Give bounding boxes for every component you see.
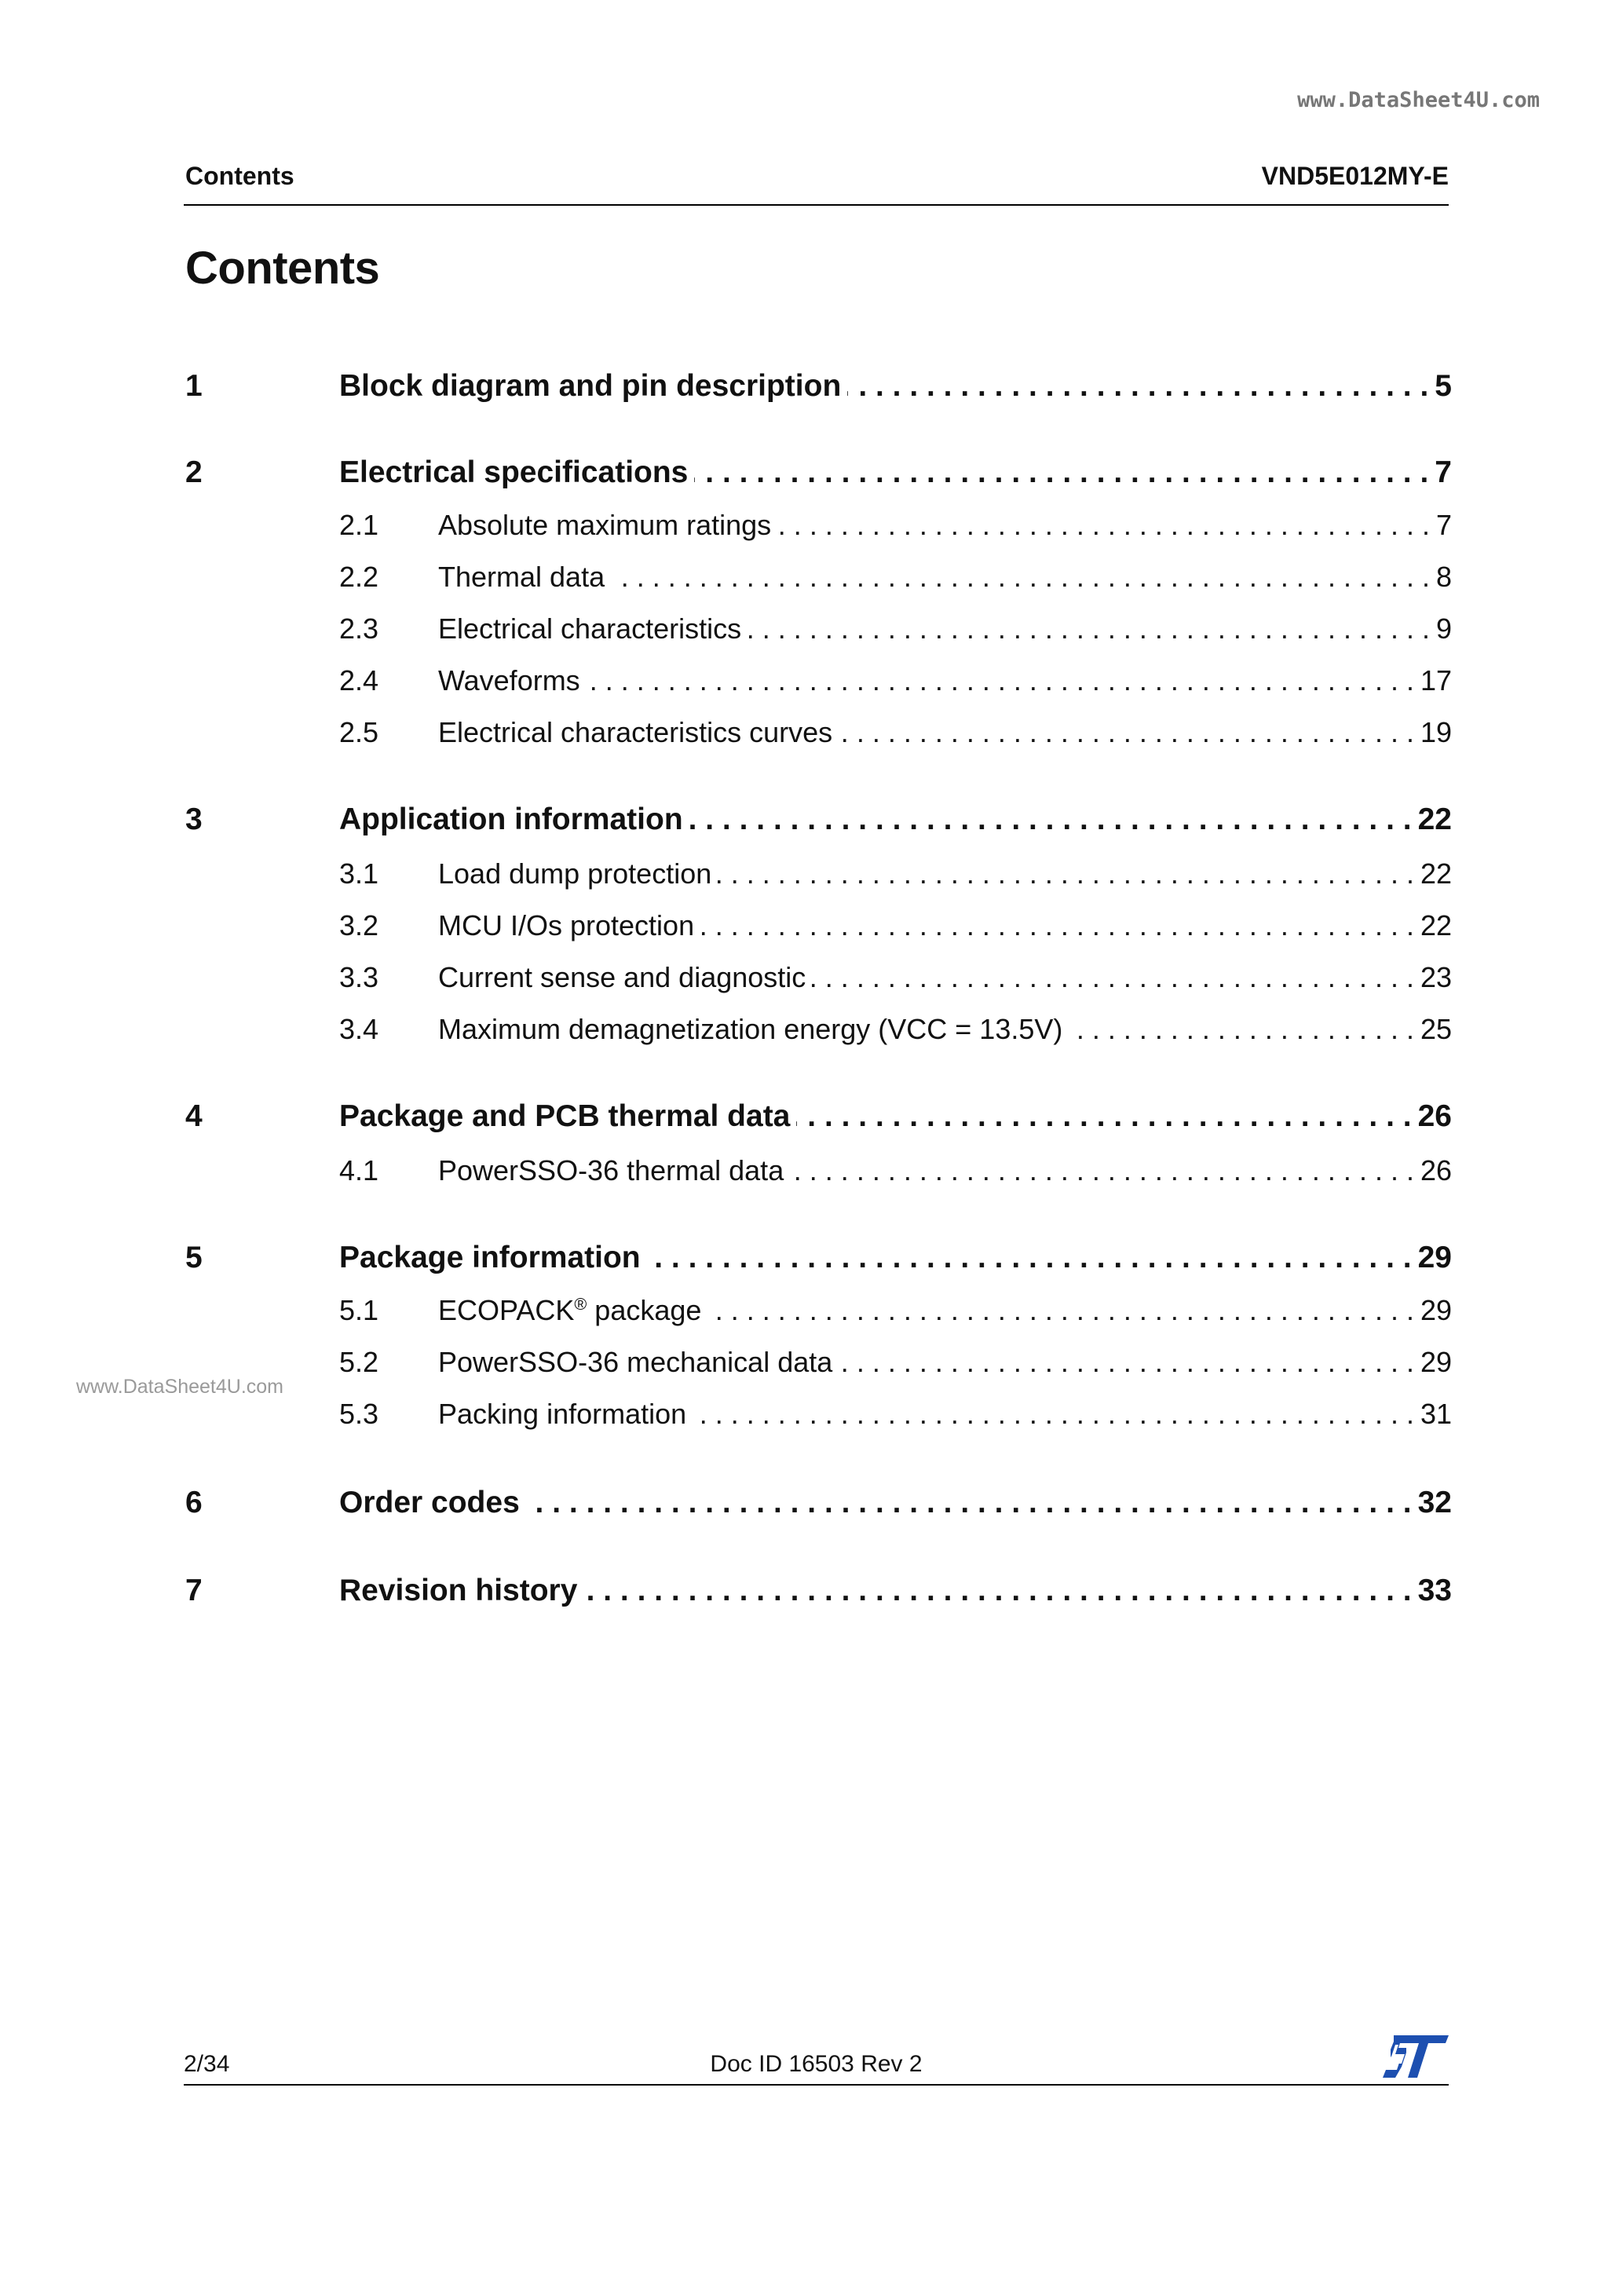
toc-leader xyxy=(689,803,1412,837)
toc-label: Current sense and diagnostic xyxy=(438,961,806,993)
toc-label-suffix: package xyxy=(587,1294,702,1326)
toc-leader xyxy=(583,1574,1411,1608)
toc-number: 5.3 xyxy=(339,1398,379,1430)
toc-page: 29 xyxy=(1417,1241,1452,1274)
toc-label: Absolute maximum ratings xyxy=(438,509,772,541)
toc-page: 29 xyxy=(1420,1294,1452,1326)
toc-entry[interactable] xyxy=(184,1154,1452,1198)
st-logo-icon xyxy=(1383,2034,1449,2079)
toc-label xyxy=(438,1294,701,1327)
watermark-top[interactable]: www.DataSheet4U.com xyxy=(1297,88,1540,112)
toc-leader xyxy=(611,561,1430,594)
toc-leader xyxy=(526,1486,1412,1520)
footer-doc-id: Doc ID 16503 Rev 2 xyxy=(710,2051,923,2077)
toc-leader xyxy=(812,961,1414,994)
toc-page: 26 xyxy=(1420,1154,1452,1186)
toc-leader xyxy=(700,909,1414,942)
toc-entry[interactable] xyxy=(184,1486,1452,1530)
toc-number: 3.3 xyxy=(339,961,379,993)
toc-entry[interactable] xyxy=(184,1099,1452,1143)
toc-page: 8 xyxy=(1435,561,1452,593)
toc-number: 2.5 xyxy=(339,716,379,748)
toc-entry[interactable] xyxy=(184,1294,1452,1338)
toc-page: 7 xyxy=(1435,455,1452,489)
toc-label: Load dump protection xyxy=(438,857,712,890)
toc-entry[interactable] xyxy=(184,803,1452,846)
page-footer xyxy=(184,2046,1449,2086)
toc-page: 17 xyxy=(1420,664,1452,696)
toc-page: 22 xyxy=(1420,909,1452,941)
toc-leader xyxy=(707,1294,1414,1327)
toc-label: Package information xyxy=(339,1241,641,1274)
toc-entry[interactable] xyxy=(184,716,1452,760)
toc-leader xyxy=(587,664,1414,697)
toc-number: 5.1 xyxy=(339,1294,379,1326)
toc-label: Waveforms xyxy=(438,664,580,696)
toc-label: MCU I/Os protection xyxy=(438,909,695,941)
toc-leader xyxy=(777,509,1430,542)
toc-number: 2.2 xyxy=(339,561,379,593)
toc-page: 7 xyxy=(1435,509,1452,541)
toc-number: 2.4 xyxy=(339,664,379,696)
toc-leader xyxy=(796,1099,1411,1134)
toc-page: 31 xyxy=(1420,1398,1452,1430)
toc-page: 22 xyxy=(1420,857,1452,890)
header-part-number: VND5E012MY-E xyxy=(1261,162,1449,190)
toc-number: 5.2 xyxy=(339,1346,379,1378)
toc-page: 32 xyxy=(1417,1486,1452,1519)
toc-number: 5 xyxy=(185,1241,203,1274)
toc-page: 23 xyxy=(1420,961,1452,993)
toc-label-text: ECOPACK xyxy=(438,1294,575,1326)
toc-number: 1 xyxy=(185,369,203,403)
header-section-title: Contents xyxy=(185,162,294,190)
toc-entry[interactable] xyxy=(184,509,1452,553)
toc-entry[interactable] xyxy=(184,369,1452,413)
table-of-contents xyxy=(184,0,1452,2296)
toc-entry[interactable] xyxy=(184,909,1452,953)
toc-page: 25 xyxy=(1420,1013,1452,1045)
toc-number: 3.1 xyxy=(339,857,379,890)
toc-leader xyxy=(718,857,1414,890)
toc-page: 26 xyxy=(1417,1099,1452,1133)
toc-label: Electrical characteristics xyxy=(438,612,742,645)
toc-label: Order codes xyxy=(339,1486,520,1519)
toc-number: 4.1 xyxy=(339,1154,379,1186)
toc-page: 5 xyxy=(1435,369,1452,403)
toc-entry[interactable] xyxy=(184,612,1452,656)
toc-leader xyxy=(839,1346,1414,1379)
toc-label: Package and PCB thermal data xyxy=(339,1099,791,1133)
toc-number: 6 xyxy=(185,1486,203,1519)
toc-entry[interactable] xyxy=(184,561,1452,605)
page-title: Contents xyxy=(185,243,380,294)
toc-label: Electrical characteristics curves xyxy=(438,716,833,748)
toc-number: 3 xyxy=(185,803,203,836)
toc-number: 7 xyxy=(185,1574,203,1607)
toc-page: 22 xyxy=(1417,803,1452,836)
toc-entry[interactable] xyxy=(184,1574,1452,1618)
toc-entry[interactable] xyxy=(184,455,1452,499)
watermark-side[interactable]: www.DataSheet4U.com xyxy=(76,1376,284,1398)
toc-entry[interactable] xyxy=(184,1241,1452,1285)
toc-label: Block diagram and pin description xyxy=(339,369,842,403)
toc-page: 19 xyxy=(1420,716,1452,748)
toc-page: 9 xyxy=(1435,612,1452,645)
toc-entry[interactable] xyxy=(184,1398,1452,1442)
toc-leader xyxy=(647,1241,1412,1275)
toc-leader xyxy=(1069,1013,1414,1046)
toc-entry[interactable] xyxy=(184,1346,1452,1390)
toc-number: 2.1 xyxy=(339,509,379,541)
toc-page: 33 xyxy=(1417,1574,1452,1607)
toc-entry[interactable] xyxy=(184,961,1452,1005)
toc-number: 3.4 xyxy=(339,1013,379,1045)
registered-mark: ® xyxy=(574,1294,587,1314)
toc-leader xyxy=(790,1154,1414,1187)
toc-page: 29 xyxy=(1420,1346,1452,1378)
toc-entry[interactable] xyxy=(184,857,1452,901)
toc-entry[interactable] xyxy=(184,1013,1452,1057)
toc-number: 2 xyxy=(185,455,203,489)
toc-leader xyxy=(748,612,1430,645)
toc-number: 2.3 xyxy=(339,612,379,645)
toc-leader xyxy=(693,1398,1414,1431)
toc-label: Thermal data xyxy=(438,561,605,593)
toc-leader xyxy=(847,369,1428,404)
toc-label: PowerSSO-36 mechanical data xyxy=(438,1346,833,1378)
toc-label: Application information xyxy=(339,803,683,836)
toc-number: 4 xyxy=(185,1099,203,1133)
toc-leader xyxy=(839,716,1414,749)
footer-page-number: 2/34 xyxy=(184,2051,230,2077)
toc-entry[interactable] xyxy=(184,664,1452,708)
toc-label: Revision history xyxy=(339,1574,578,1607)
toc-label: Packing information xyxy=(438,1398,687,1430)
toc-label: PowerSSO-36 thermal data xyxy=(438,1154,784,1186)
toc-leader xyxy=(694,455,1428,490)
toc-number: 3.2 xyxy=(339,909,379,941)
toc-label: Maximum demagnetization energy (VCC = 13.5V) xyxy=(438,1013,1063,1045)
toc-label: Electrical specifications xyxy=(339,455,689,489)
